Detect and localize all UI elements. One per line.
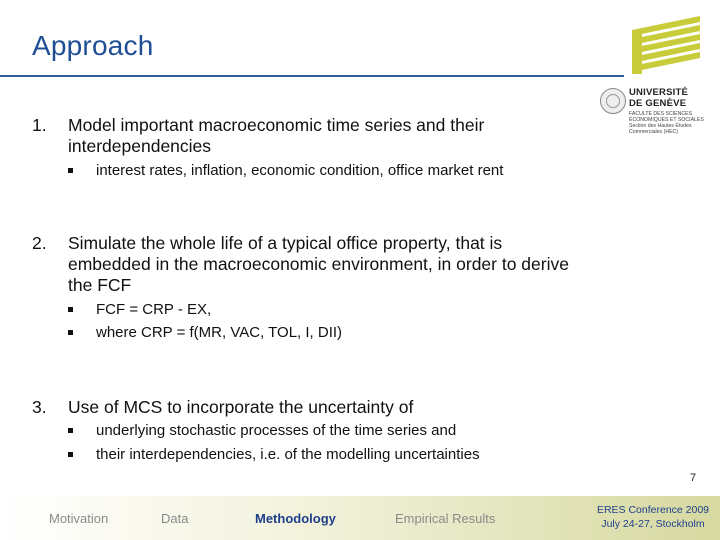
title-divider bbox=[0, 75, 624, 77]
university-name-line2: DE GENÈVE bbox=[629, 98, 687, 109]
bullet-icon bbox=[68, 307, 73, 312]
university-logo bbox=[600, 86, 716, 142]
sub-item-text: their interdependencies, i.e. of the modelling uncertainties bbox=[96, 446, 480, 463]
sub-item-text: underlying stochastic processes of the time series and bbox=[96, 422, 457, 439]
sub-item-text: FCF = CRP - EX, bbox=[96, 301, 212, 318]
faculty-building-logo bbox=[628, 16, 704, 76]
conference-name: ERES Conference 2009 bbox=[596, 504, 710, 516]
slide-title: Approach bbox=[32, 30, 154, 61]
bullet-icon bbox=[68, 330, 73, 335]
item-text: Simulate the whole life of a typical office property, that is embedded in the macroeconomic environment, in order to derive the FCF bbox=[68, 233, 569, 295]
conference-date-place: July 24-27, Stockholm bbox=[601, 518, 705, 530]
university-seal-icon bbox=[600, 88, 626, 114]
item-text: Model important macroeconomic time series and their interdependencies bbox=[68, 115, 485, 156]
sub-item-text: interest rates, inflation, economic condition, office market rent bbox=[96, 162, 504, 179]
item-number: 1. bbox=[32, 115, 47, 135]
bullet-icon bbox=[68, 428, 73, 433]
footer-nav-bar bbox=[0, 496, 720, 540]
bullet-icon bbox=[68, 168, 73, 173]
page-number: 7 bbox=[690, 472, 697, 484]
conference-info bbox=[590, 503, 716, 531]
sub-item-text: where CRP = f(MR, VAC, TOL, I, DII) bbox=[96, 324, 343, 341]
nav-empirical-results[interactable]: Empirical Results bbox=[395, 511, 496, 526]
nav-motivation[interactable]: Motivation bbox=[49, 511, 109, 526]
university-name-line1: UNIVERSITÉ bbox=[629, 87, 689, 98]
nav-methodology[interactable]: Methodology bbox=[255, 511, 336, 526]
nav-data[interactable]: Data bbox=[161, 511, 189, 526]
faculty-name: FACULTÉ DES SCIENCES ÉCONOMIQUES ET SOCIALES Section des Hautes Études Commerciales (HEC) bbox=[629, 111, 704, 135]
item-text: Use of MCS to incorporate the uncertainty of bbox=[68, 397, 414, 417]
bullet-icon bbox=[68, 452, 73, 457]
item-number: 3. bbox=[32, 397, 47, 417]
item-number: 2. bbox=[32, 233, 47, 253]
